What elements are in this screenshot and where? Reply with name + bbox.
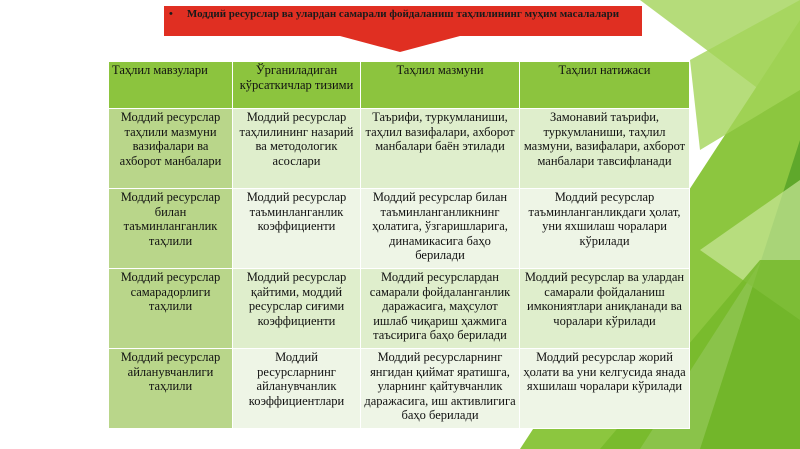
table-row [109, 189, 690, 269]
table-cell: Моддий ресурсларнинг янгидан қиймат яратишга, уларнинг қайтувчанлик даражасига, иш активлигига баҳо берилади [361, 349, 520, 429]
table-cell: Моддий ресурслар ва улардан самарали фойдаланиш имкониятлари аниқланади ва чоралари кўрилади [520, 269, 690, 349]
table-cell: Моддий ресурслар билан таъминланганликнинг ҳолатига, ўзгаришларига, динамикасига баҳо берилади [361, 189, 520, 269]
table-cell: Моддий ресурслар билан таъминланганлик таҳлили [109, 189, 233, 269]
table-cell: Моддий ресурслар самарадорлиги таҳлили [109, 269, 233, 349]
table-row [109, 109, 690, 189]
table-cell: Моддий ресурслар жорий ҳолати ва уни келгусида янада яхшилаш чоралари кўрилади [520, 349, 690, 429]
table-cell: Моддий ресурслар қайтими, моддий ресурслар сиғими коэффициенти [233, 269, 361, 349]
table-row [109, 269, 690, 349]
table-cell: Моддий ресурслар таъминланганликдаги ҳолат, уни яхшилаш чоралари кўрилади [520, 189, 690, 269]
table-cell: Замонавий таърифи, туркумланиши, таҳлил мазмуни, вазифалари, ахборот манбалари тавсифланади [520, 109, 690, 189]
table-header-row [109, 62, 690, 109]
title-banner [164, 6, 642, 36]
header-topics: Таҳлил мавзулари [109, 62, 233, 109]
analysis-table [108, 61, 690, 429]
table-cell: Моддий ресурслар таъминланганлик коэффициенти [233, 189, 361, 269]
header-indicators: Ўрганиладиган кўрсаткичлар тизими [233, 62, 361, 109]
table-cell: Моддий ресурсларнинг айланувчанлик коэффициентлари [233, 349, 361, 429]
table-cell: Моддий ресурслар таҳлили мазмуни вазифалари ва ахборот манбалари [109, 109, 233, 189]
table-cell: Таърифи, туркумланиши, таҳлил вазифалари, ахборот манбалари баён этилади [361, 109, 520, 189]
down-arrow-icon [340, 36, 460, 52]
table-cell: Моддий ресурслар айланувчанлиги таҳлили [109, 349, 233, 429]
table-row [109, 349, 690, 429]
bullet-icon: • [169, 8, 173, 20]
table-cell: Моддий ресурслардан самарали фойдаланганлик даражасига, маҳсулот ишлаб чиқариш ҳажмига таъсирига баҳо берилади [361, 269, 520, 349]
header-content: Таҳлил мазмуни [361, 62, 520, 109]
table-cell: Моддий ресурслар таҳлилининг назарий ва методологик асослари [233, 109, 361, 189]
header-result: Таҳлил натижаси [520, 62, 690, 109]
banner-title: Моддий ресурслар ва улардан самарали фойдаланиш таҳлилининг муҳим масалалари [186, 8, 620, 20]
